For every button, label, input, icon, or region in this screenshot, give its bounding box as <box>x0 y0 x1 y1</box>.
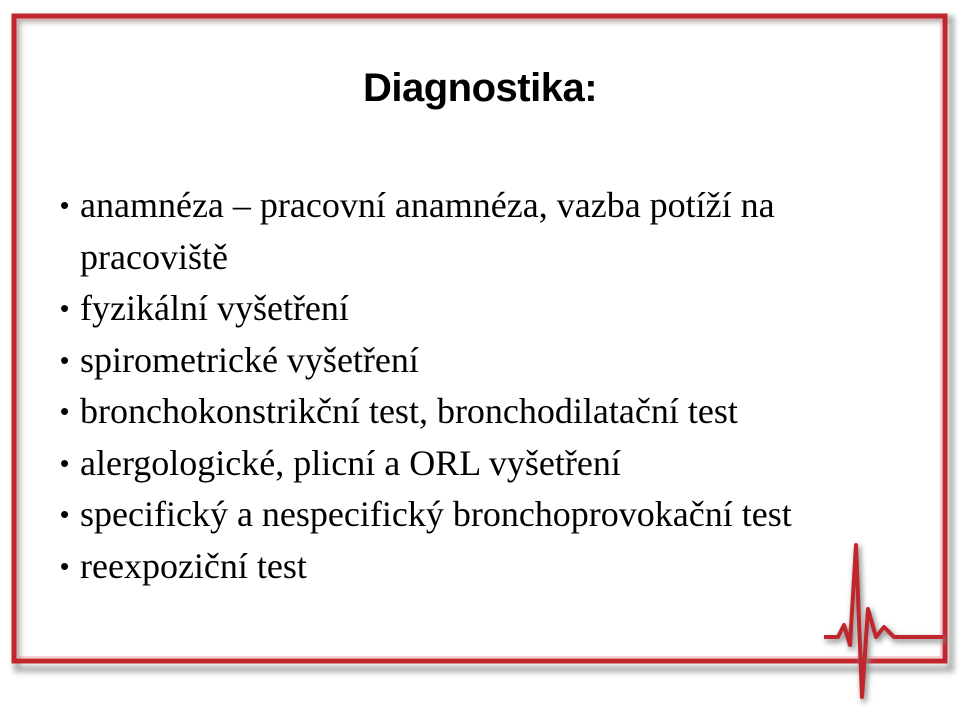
list-item <box>60 386 920 438</box>
bullet-icon: • <box>60 499 70 529</box>
bullet-icon: • <box>60 447 70 478</box>
list-item-text: alergologické, plicní a ORL vyšetření <box>80 442 621 483</box>
list-item-text: anamnéza – pracovní anamnéza, vazba potíží na pracoviště <box>80 185 775 277</box>
list-item-text: reexpoziční test <box>80 545 307 586</box>
list-item-text: specifický a nespecifický bronchoprovokační test <box>80 494 792 534</box>
list-item <box>60 335 920 387</box>
bullet-icon: • <box>60 344 70 375</box>
list-item <box>60 541 920 593</box>
list-item-text: bronchokonstrikční test, bronchodilatační test <box>80 391 738 431</box>
list-item-text: fyzikální vyšetření <box>80 288 349 328</box>
list-item-text: spirometrické vyšetření <box>80 339 419 380</box>
bullet-list <box>60 180 920 592</box>
slide-title: Diagnostika: <box>362 66 598 110</box>
bullet-icon: • <box>60 396 70 426</box>
bullet-icon: • <box>60 293 70 323</box>
list-item <box>60 489 920 541</box>
list-item <box>60 438 920 490</box>
bullet-icon: • <box>60 550 70 581</box>
list-item <box>60 283 920 335</box>
bullet-icon: • <box>60 190 70 220</box>
list-item <box>60 180 920 283</box>
